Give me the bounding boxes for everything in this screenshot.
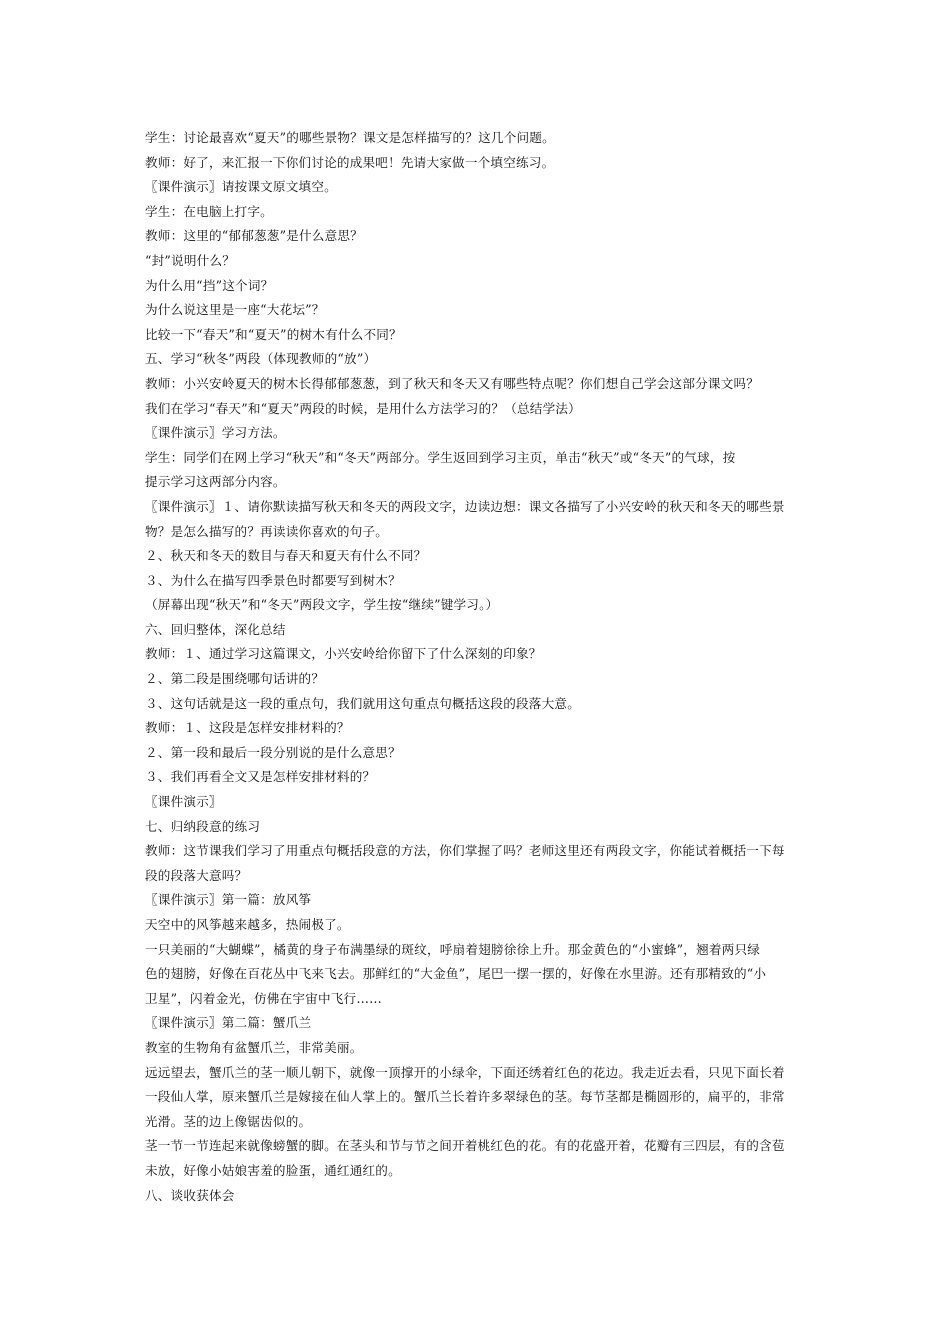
- text-line: ３、这句话就是这一段的重点句，我们就用这句重点句概括这段的段落大意。: [145, 695, 580, 711]
- text-line: 天空中的风筝越来越多，热闹极了。: [145, 917, 350, 932]
- section-heading: 七、归纳段意的练习: [145, 818, 261, 834]
- text-line: 教师：１、通过学习这篇课文，小兴安岭给你留下了什么深刻的印象？: [145, 646, 542, 662]
- text-line: 段的段落大意吗？: [145, 867, 248, 883]
- text-line: 〖课件演示〗: [145, 794, 222, 810]
- text-line: 远远望去，蟹爪兰的茎一顺儿朝下，就像一顶撑开的小绿伞，下面还绣着红色的花边。我走近去看，只见下面长着: [145, 1064, 785, 1080]
- text-line: 比较一下“春天”和“夏天”的树木有什么不同？: [145, 326, 402, 342]
- text-line: 〖课件演示〗学习方法。: [145, 425, 286, 441]
- text-line: 〖课件演示〗第二篇：蟹爪兰: [145, 1015, 312, 1031]
- text-line: 学生：同学们在网上学习“秋天”和“冬天”两部分。学生返回到学习主页，单击“秋天”或“冬天”的气球，按: [145, 449, 736, 465]
- text-line: ２、第一段和最后一段分别说的是什么意思？: [145, 744, 401, 760]
- text-line: 教室的生物角有盆蟹爪兰，非常美丽。: [145, 1039, 363, 1055]
- text-line: 学生：在电脑上打字。: [145, 203, 273, 219]
- text-line: 卫星”，闪着金光，仿佛在宇宙中飞行……: [145, 990, 382, 1006]
- text-line: ２、第二段是围绕哪句话讲的？: [145, 671, 325, 687]
- text-line: 教师：这里的“郁郁葱葱”是什么意思？: [145, 228, 363, 244]
- section-heading: 八、谈收获体会: [145, 1187, 235, 1203]
- text-line: 教师：好了，来汇报一下你们讨论的成果吧！先请大家做一个填空练习。: [145, 154, 555, 170]
- text-line: 为什么说这里是一座“大花坛”？: [145, 302, 325, 318]
- text-line: 〖课件演示〗１、请你默读描写秋天和冬天的两段文字，边读边想：课文各描写了小兴安岭的秋天和冬天的哪些景: [145, 498, 785, 514]
- document-body: [145, 126, 813, 1208]
- text-line: 教师：这节课我们学习了用重点句概括段意的方法，你们掌握了吗？老师这里还有两段文字，你能试着概括一下每: [145, 843, 785, 859]
- text-line: 未放，好像小姑娘害羞的脸蛋，通红通红的。: [145, 1162, 401, 1178]
- text-line: 〖课件演示〗请按课文原文填空。: [145, 179, 337, 195]
- text-line: 光滑。茎的边上像锯齿似的。: [145, 1113, 312, 1129]
- text-line: “封”说明什么？: [145, 252, 236, 268]
- text-line: 教师：小兴安岭夏天的树木长得郁郁葱葱，到了秋天和冬天又有哪些特点呢？你们想自己学会这部分课文吗？: [145, 375, 760, 391]
- section-heading: 六、回归整体，深化总结: [145, 621, 286, 637]
- text-line: 茎一节一节连起来就像螃蟹的脚。在茎头和节与节之间开着桃红色的花。有的花盛开着，花瓣有三四层，有的含苞: [145, 1138, 785, 1154]
- text-line: ３、我们再看全文又是怎样安排材料的？: [145, 769, 376, 785]
- text-line: 物？是怎么描写的？再读读你喜欢的句子。: [145, 523, 389, 539]
- text-line: 我们在学习“春天”和“夏天”两段的时候，是用什么方法学习的？（总结学法）: [145, 400, 581, 416]
- text-line: ２、秋天和冬天的数目与春天和夏天有什么不同？: [145, 548, 427, 564]
- text-line: 一只美丽的“大蝴蝶”，橘黄的身子布满墨绿的斑纹，呼扇着翅膀徐徐上升。那金黄色的“小蜜蜂”，翘着两只绿: [145, 941, 761, 957]
- text-line: 提示学习这两部分内容。: [145, 474, 286, 490]
- text-line: 为什么用“挡”这个词？: [145, 277, 274, 293]
- text-line: （屏幕出现“秋天”和“冬天”两段文字，学生按“继续”键学习。）: [145, 597, 499, 613]
- text-line: 〖课件演示〗第一篇：放风筝: [145, 892, 312, 908]
- text-line: 一段仙人掌，原来蟹爪兰是嫁接在仙人掌上的。蟹爪兰长着许多翠绿色的茎。每节茎都是椭圆形的，扁平的，非常: [145, 1089, 785, 1105]
- text-line: 教师：１、这段是怎样安排材料的？: [145, 720, 350, 736]
- text-line: 色的翅膀，好像在百花丛中飞来飞去。那鲜红的“大金鱼”，尾巴一摆一摆的，好像在水里游。还有那精致的“小: [145, 966, 767, 982]
- section-heading: 五、学习“秋冬”两段（体现教师的“放”）: [145, 351, 377, 367]
- text-line: ３、为什么在描写四季景色时都要写到树木？: [145, 572, 401, 588]
- text-line: 学生：讨论最喜欢“夏天”的哪些景物？课文是怎样描写的？这几个问题。: [145, 130, 555, 145]
